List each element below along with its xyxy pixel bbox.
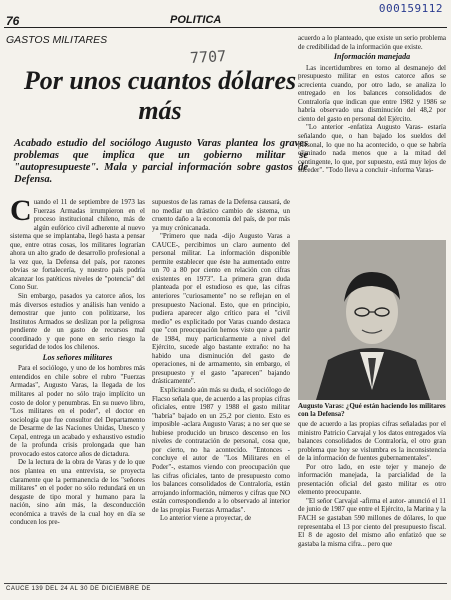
paragraph: "El señor Carvajal -afirma el autor- anunció el 11 de junio de 1987 que entre el Ejército, la Marina y la FACH se gastaban 590 millones de dólares, lo que representaba el 13 por ciento del presupuesto fiscal. El 8 de agosto del mismo año enfatizó que se gastaba la misma cifra... pero que — [298, 496, 446, 548]
paragraph: Explicitando aún más su duda, el sociólogo de Flacso señala que, de acuerdo a las propias cifras oficiales, entre 1987 y 1988 el gasto militar "habría" bajado en un 25,2 por ciento. Esto es imposible -aclara Augusto Varas; a no ser que se hubiese producido un brusco descenso en los niveles de contratación de personal, cosa que, por cierto, no ha acontecido. "Entonces -concluye el autor de "Los Militares en el Poder"-, estamos viendo con preocupación que las cifras oficiales, tanto de presupuesto como los balances consolidados de Contraloría, están arrojando información, números y cifras que NO están correspondiendo a lo observado al interior de las propias Fuerzas Armadas". — [152, 386, 290, 514]
section-label: POLITICA — [170, 14, 222, 26]
column-3 — [298, 34, 446, 175]
page-number: 76 — [6, 14, 20, 28]
header-rule — [4, 27, 447, 28]
subheading: Los señores militares — [42, 352, 113, 362]
paragraph: "Lo anterior -enfatiza Augusto Varas- estaría señalando que, o han bajado los sueldos del personal, lo que no ha acontecido, o que se habría eliminado nada menos que a la mitad del contingente, lo que, por supuesto, está muy lejos de suceder". "Todo lleva a concluir -informa Varas- — [298, 123, 446, 175]
column-3-continued — [298, 420, 446, 548]
photo-caption: Augusto Varas: ¿Qué están haciendo los militares con la Defensa? — [298, 402, 446, 418]
subheading: Información manejada — [333, 52, 411, 62]
kicker: GASTOS MILITARES — [6, 34, 108, 46]
paragraph: acuerdo a lo planteado, que existe un serio problema de credibilidad de la información que existe. — [298, 34, 446, 51]
paragraph: que de acuerdo a las propias cifras señaladas por el ministro Patricio Carvajal y los datos entregados vía balances consolidados de Contraloría, el otro gran problema que hoy se vislumbra es la inconsistencia de la información de fuentes gubernamentales". — [298, 420, 446, 463]
paragraph: supuestos de las ramas de la Defensa causará, de no mediar un drástico cambio de sistema, un cruento daño a la economía del país, de por más ya muy crónicanada. — [152, 198, 290, 232]
handwritten-note: 7707 — [189, 47, 227, 67]
paragraph: Sin embargo, pasados ya catorce años, los más diversos estudios y análisis han venido a demostrar que junto con politizarse, los Institutos Armados se deslizan por la peligrosa pendiente de un gasto de recursos mal coordinado y que pone en serio riesgo la seguridad de todos los chilenos. — [10, 292, 145, 352]
portrait-photo — [298, 240, 446, 400]
article-lead: Acabado estudio del sociólogo Augusto Varas plantea los graves problemas que implica que un gobierno militar se "autopresupueste". Mala y parcial información sobre gastos de Defensa. — [14, 138, 308, 185]
paragraph: Para el sociólogo, y uno de los hombres más entendidos en chile sobre el rubro "Fuerzas Armadas", Augusto Varas, la llegada de los militares al poder no sólo trajo implícito un costo de dolor y penumbras. En su nuevo libro, "Los militares en el poder", el doctor en sociología que fue consultor del Departamento de Desarme de las Naciones Unidas, Unesco y Cepal, entrega un acabado y exhaustivo estudio de la profunda crisis prolongada que han provocado estos catorce años de dictadura. — [10, 364, 145, 458]
paragraph: De la lectura de la obra de Varas y de lo que nos plantea en una entrevista, se proyecta claramente que la permanencia de los "señores militares" en el poder no sólo redundará en un desgaste de tipo moral y humano para la nación, sino aún más, la desconducción económica a través de la cual hoy en día se conducen los pre- — [10, 458, 145, 527]
column-2 — [152, 198, 290, 523]
paragraph: Las incertidumbres en torno al desmanejo del presupuesto militar en estos catorce años se acrecienta cuando, por otro lado, se analiza lo entregado en los balances consolidados de Contraloría que indican que entre 1982 y 1986 se habría observado una disminución del 48,2 por ciento del gasto en personal del Ejército. — [298, 63, 446, 123]
footer-rule — [4, 583, 447, 584]
footer: CAUCE 139 DEL 24 AL 30 DE DICIEMBRE DE — [6, 586, 151, 592]
article-title: Por unos cuantos dólares más — [23, 66, 297, 125]
paragraph: Lo anterior viene a proyectar, de — [160, 514, 252, 523]
archive-stamp: 000159112 — [378, 2, 443, 15]
paragraph: uando el 11 de septiembre de 1973 las Fuerzas Armadas irrumpieron en el proceso institucional chileno, más de algún eufórico civil adherente al nuevo sistema que se implantaba, llegó hasta a pensar que, entre otras cosas, los militares lograrían ahora un alto grado de desarrollo profesional a la vez que, la Defensa del país, por razones obvias se fortalecería, y nuestro país podría alcanzar los patéticos niveles de "potencia" del Cono Sur. — [10, 198, 145, 292]
paragraph: Por otro lado, en este tejer y manejo de información manejada, la parcialidad de la presentación oficial del gasto militar es otro elemento preocupante. — [298, 462, 446, 497]
drop-cap: C — [10, 194, 32, 227]
paragraph: "Primero que nada -dijo Augusto Varas a CAUCE-, percibimos un claro aumento del personal militar. La información disponible permite establecer que éste ha aumentado entre un 70 a 80 por ciento en relación con cifras existentes en 1973". La primera gran duda planteada por el estudioso es que, las cifras anteriores "curiosamente" no se reflejan en el presupuesto Nacional. Esto, que en principio, pudiera aparecer algo crítico para el "civil medio" es explicitado por Varas cuando destaca que "con preocupación hemos visto que a partir de 1984, muy particularmente a nivel del Ejército, sucede algo bastante extraño: no ha habido una disminución del gasto de operaciones, ni de armamento, sin embargo, el presupuesto y el gasto "aparecen" bajando drásticamente". — [152, 232, 290, 386]
column-1 — [10, 194, 145, 527]
